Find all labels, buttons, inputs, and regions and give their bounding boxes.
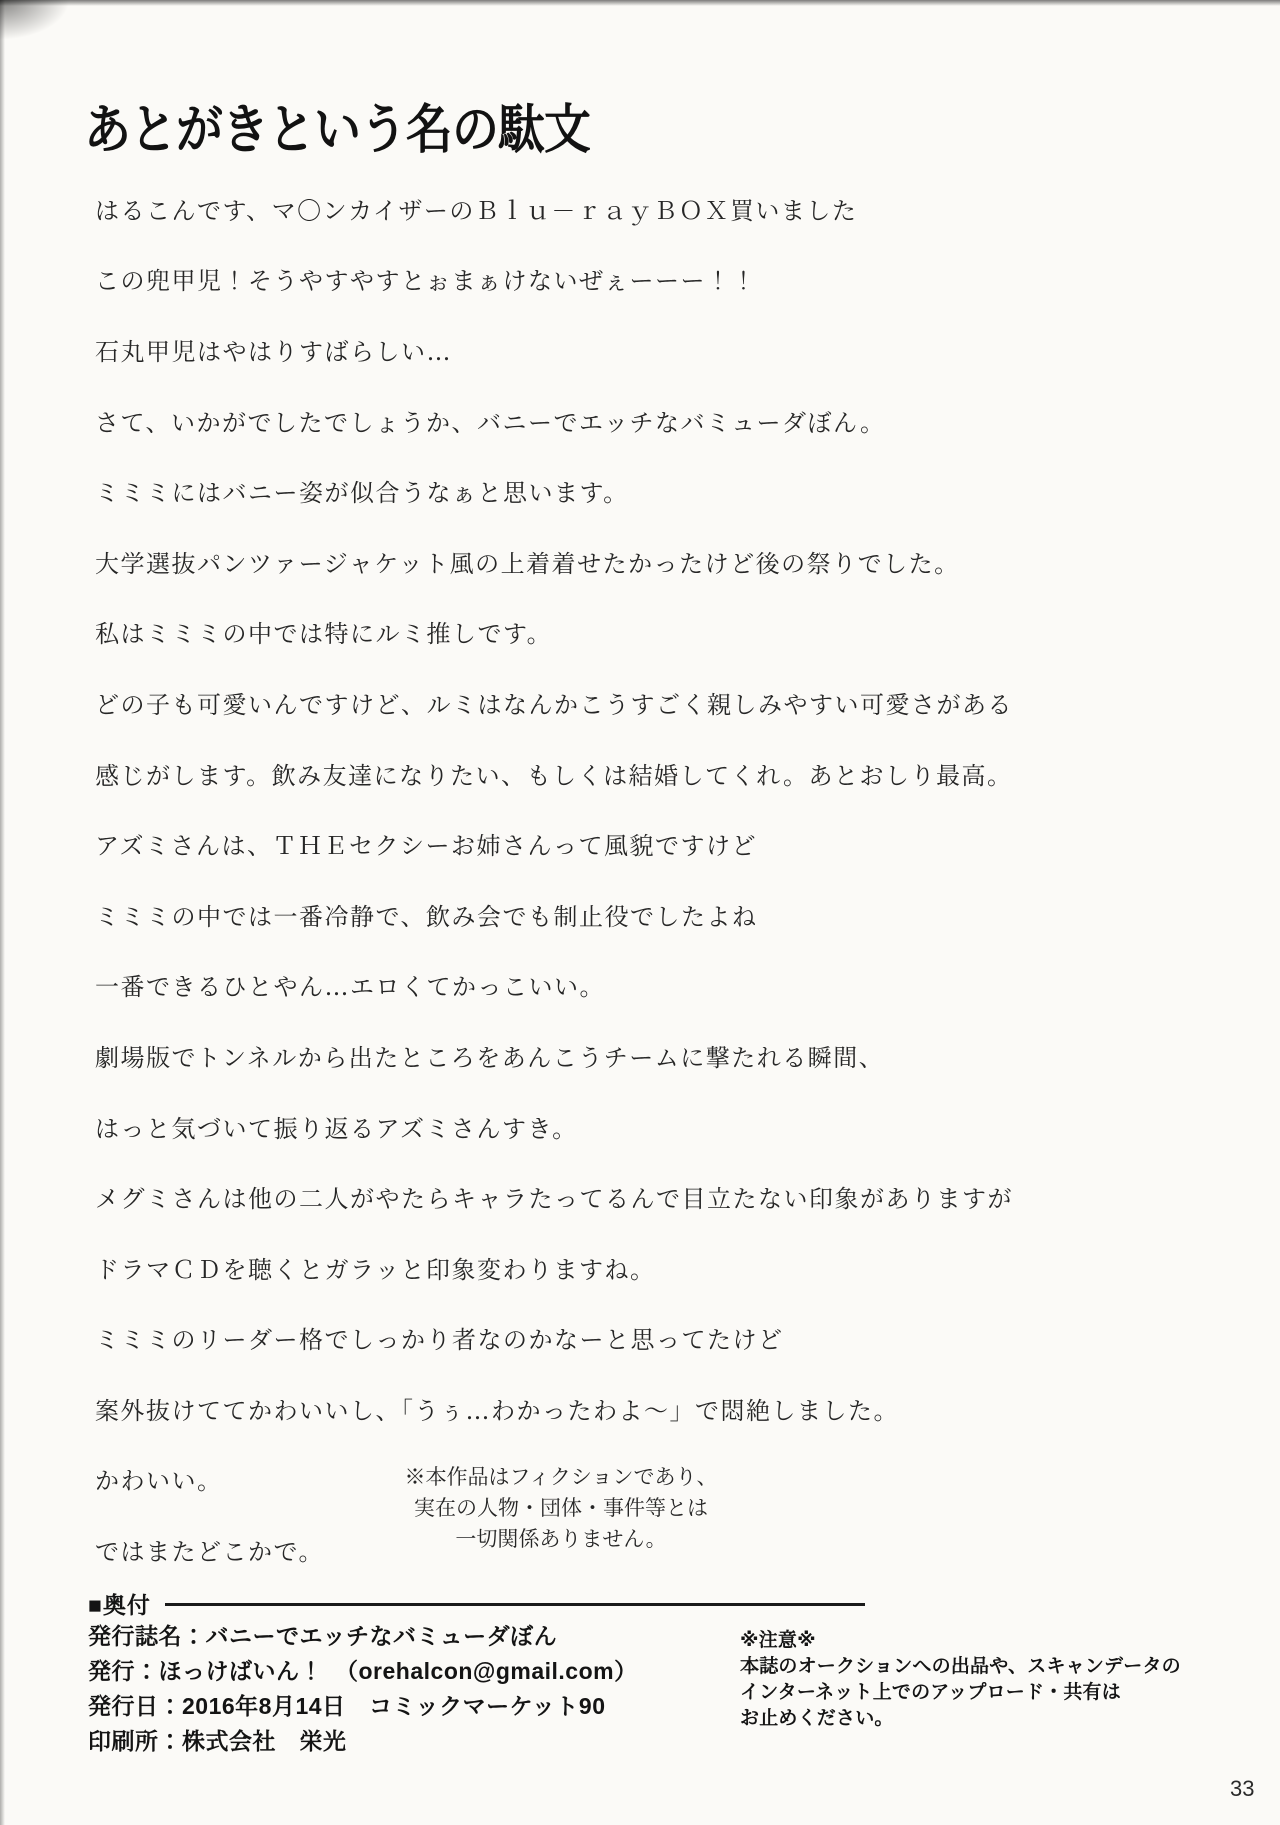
afterword-body — [95, 173, 1240, 1585]
disclaimer-line: 実在の人物・団体・事件等とは — [414, 1496, 708, 1520]
notice-line: 本誌のオークションへの出品や、スキャンデータの — [740, 1656, 1181, 1677]
disclaimer-line: ※本作品はフィクションであり、 — [404, 1465, 718, 1489]
body-line: ドラマＣＤを聴くとガラッと印象変わりますね。 — [95, 1255, 656, 1284]
colophon-line-printer: 印刷所：株式会社 栄光 — [88, 1728, 347, 1754]
body-line: ミミミのリーダー格でしっかり者なのかなーと思ってたけど — [95, 1326, 784, 1355]
body-line: 大学選抜パンツァージャケット風の上着着せたかったけど後の祭りでした。 — [95, 549, 960, 578]
body-line: ミミミの中では一番冷静で、飲み会でも制止役でしたよね — [95, 902, 758, 931]
page-title: あとがきという名の駄文 — [84, 99, 590, 159]
colophon-header-label: ■奥付 — [88, 1591, 151, 1618]
notice-line: お止めください。 — [740, 1708, 894, 1729]
body-line: 私はミミミの中では特にルミ推しです。 — [95, 620, 553, 649]
body-line: どの子も可愛いんですけど、ルミはなんかこうすごく親しみやすい可愛さがある — [95, 690, 1013, 719]
body-line: 石丸甲児はやはりすばらしい… — [95, 337, 452, 366]
notice-title: ※注意※ — [740, 1630, 816, 1651]
body-line: さて、いかがでしたでしょうか、バニーでエッチなバミューダぼん。 — [95, 408, 886, 437]
body-line: ミミミにはバニー姿が似合うなぁと思います。 — [95, 479, 629, 508]
body-line: はるこんです、マ〇ンカイザーのＢｌｕ－ｒａｙＢＯＸ買いました — [95, 196, 858, 225]
page-number: 33 — [1230, 1776, 1255, 1801]
notice-line: インターネット上でのアップロード・共有は — [740, 1682, 1121, 1703]
colophon-line-publication: 発行誌名：バニーでエッチなバミューダぼん — [88, 1623, 558, 1649]
body-line: 感じがします。飲み友達になりたい、もしくは結婚してくれ。あとおしり最高。 — [95, 761, 1013, 790]
scan-edge-top — [0, 0, 1280, 6]
fiction-disclaimer — [396, 1462, 726, 1555]
body-line: ではまたどこかで。 — [95, 1538, 325, 1567]
body-line: この兜甲児！そうやすやすとぉまぁけないぜぇーーー！！ — [95, 267, 758, 296]
colophon-line-publisher: 発行：ほっけばいん！ （orehalcon@gmail.com） — [88, 1658, 638, 1684]
scan-edge-left — [0, 0, 5, 1825]
colophon-divider-rule — [165, 1603, 865, 1606]
scan-corner-shadow — [0, 0, 70, 40]
body-line: はっと気づいて振り返るアズミさんすき。 — [95, 1114, 578, 1143]
colophon-line-date: 発行日：2016年8月14日 コミックマーケット90 — [88, 1693, 606, 1719]
disclaimer-line: 一切関係ありません。 — [455, 1527, 667, 1551]
body-line: 案外抜けててかわいいし、「うぅ…わかったわよ～」で悶絶しました。 — [95, 1396, 899, 1425]
auction-notice — [740, 1628, 1181, 1732]
body-line: メグミさんは他の二人がやたらキャラたってるんで目立たない印象がありますが — [95, 1185, 1013, 1214]
body-line: 劇場版でトンネルから出たところをあんこうチームに撃たれる瞬間、 — [95, 1043, 885, 1072]
body-line: かわいい。 — [95, 1467, 223, 1496]
body-line: アズミさんは、ＴＨＥセクシーお姉さんって風貌ですけど — [95, 832, 758, 861]
body-line: 一番できるひとやん…エロくてかっこいい。 — [95, 973, 605, 1002]
colophon-header — [88, 1590, 865, 1616]
